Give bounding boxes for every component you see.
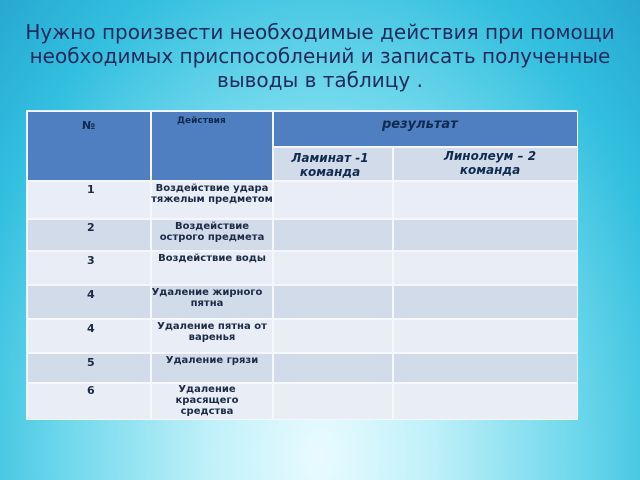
row-action: Воздействие воды <box>158 253 266 264</box>
cell-linoleum[interactable] <box>393 353 578 383</box>
slide-title: Нужно произвести необходимые действия при помощи необходимых приспособлений и записать полученные выводы в таблицу . <box>25 20 615 92</box>
header-linoleum: Линолеум – 2 команда <box>443 149 537 177</box>
cell-laminate[interactable] <box>273 383 393 420</box>
header-result: результат <box>382 117 458 132</box>
cell-laminate[interactable] <box>273 319 393 353</box>
row-action: Удаление грязи <box>165 355 259 366</box>
header-action: Действия <box>177 116 226 126</box>
row-num: 6 <box>87 384 95 397</box>
cell-laminate[interactable] <box>273 353 393 383</box>
row-num: 5 <box>87 356 95 369</box>
row-num: 4 <box>87 288 95 301</box>
row-action: Удаление пятна от варенья <box>157 321 267 343</box>
row-action: Удаление красящего средства <box>175 384 239 417</box>
cell-linoleum[interactable] <box>393 219 578 251</box>
header-num: № <box>82 119 96 132</box>
cell-linoleum[interactable] <box>393 285 578 319</box>
header-laminate: Ламинат -1 команда <box>291 151 369 179</box>
row-action: Воздействие острого предмета <box>159 221 265 243</box>
row-num: 1 <box>87 183 95 196</box>
cell-laminate[interactable] <box>273 251 393 285</box>
cell-linoleum[interactable] <box>393 319 578 353</box>
row-action: Воздействие удара тяжелым предметом <box>151 183 273 205</box>
row-num: 3 <box>87 254 95 267</box>
cell-linoleum[interactable] <box>393 383 578 420</box>
results-table <box>26 110 577 420</box>
cell-laminate[interactable] <box>273 181 393 219</box>
row-num: 2 <box>87 221 95 234</box>
cell-laminate[interactable] <box>273 219 393 251</box>
cell-linoleum[interactable] <box>393 181 578 219</box>
row-num: 4 <box>87 322 95 335</box>
cell-laminate[interactable] <box>273 285 393 319</box>
cell-linoleum[interactable] <box>393 251 578 285</box>
row-action: Удаление жирного пятна <box>151 287 263 309</box>
